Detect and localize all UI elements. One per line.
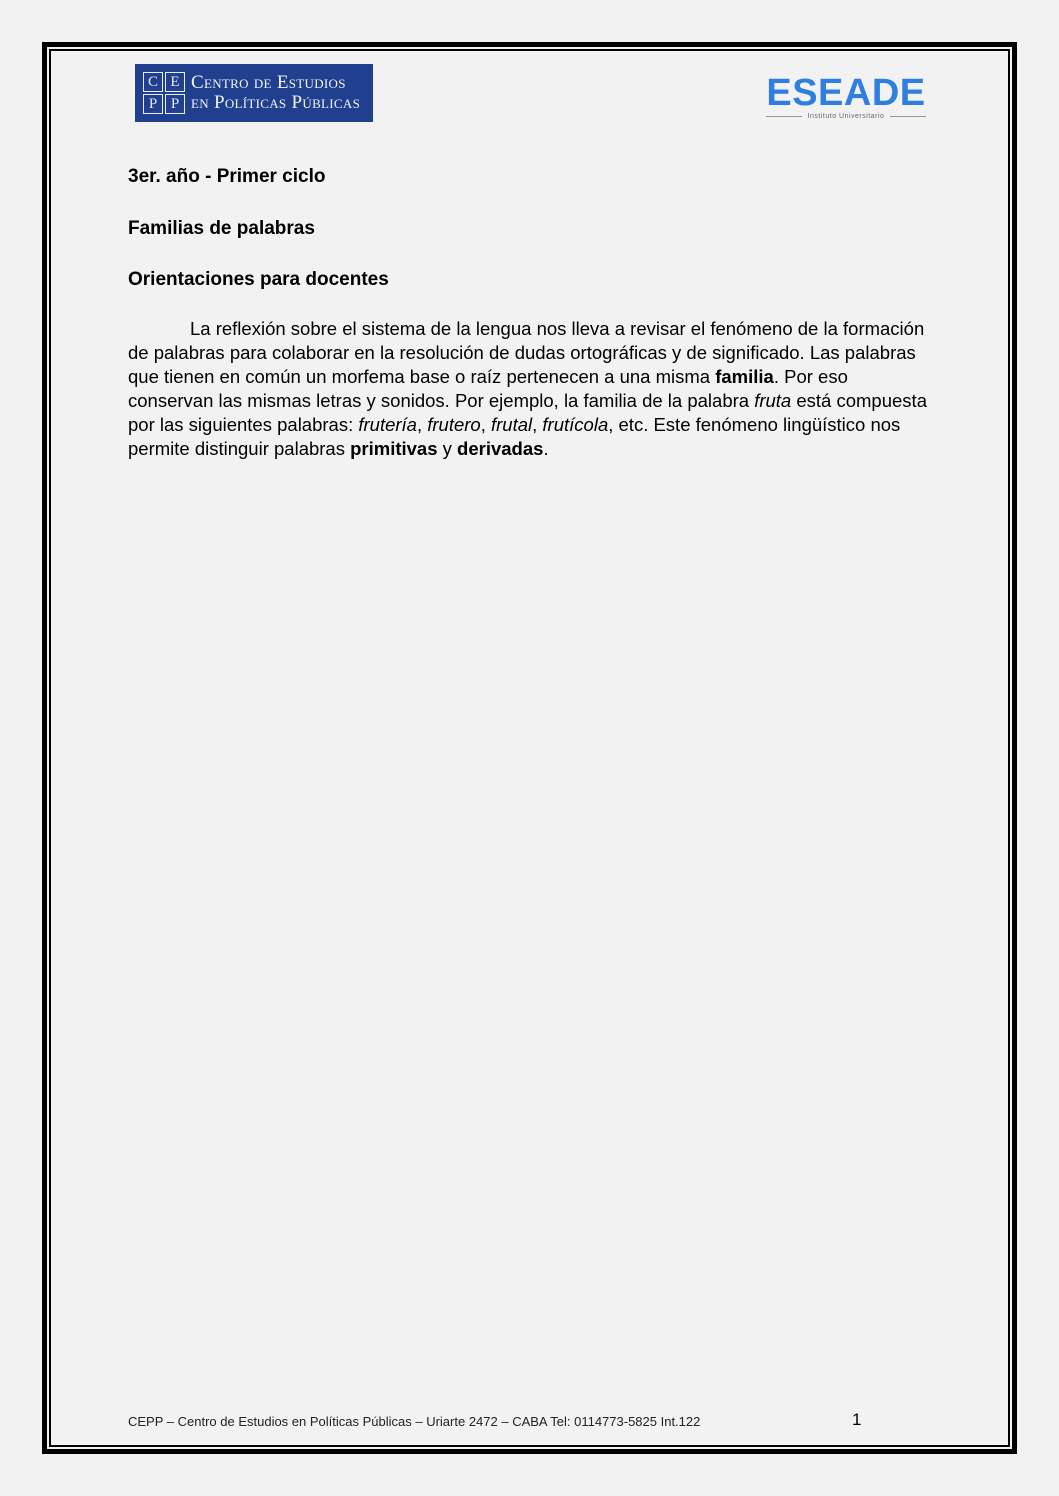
cepp-logo-line2: en Políticas Públicas [191, 92, 361, 113]
cepp-logo-letter: E [165, 72, 185, 92]
cepp-logo-letter: P [165, 94, 185, 114]
paragraph-text: , etc. Este fenómeno lingüístico nos permite distinguir palabras [128, 414, 901, 459]
grade-heading: 3er. año - Primer ciclo [128, 166, 326, 187]
body-paragraph [128, 317, 928, 461]
section-heading: Orientaciones para docentes [128, 269, 389, 290]
separator: , [416, 414, 428, 435]
eseade-logo-word: ESEADE [766, 72, 926, 114]
eseade-logo [766, 74, 926, 124]
cepp-logo-line1: Centro de Estudios [191, 72, 346, 93]
example-word: frutícola [542, 414, 609, 435]
paragraph-text: y [437, 438, 458, 459]
separator: , [480, 414, 491, 435]
divider [890, 116, 926, 117]
word-fruta: fruta [754, 390, 792, 411]
cepp-logo-grid [143, 72, 185, 114]
paragraph-text: . [543, 438, 549, 459]
cepp-logo [135, 64, 373, 122]
page-number: 1 [852, 1410, 862, 1429]
footer-text: CEPP – Centro de Estudios en Políticas Públicas – Uriarte 2472 – CABA Tel: 0114773-5825 Int.122 [128, 1414, 701, 1429]
paragraph-text: La reflexión sobre el sistema de la lengua nos lleva a revisar el fenómeno de la formación de palabras para colaborar en la resolución de dudas ortográficas y de significado. Las palabras que tienen en común un morfema base o raíz pertenecen a una misma [128, 318, 925, 387]
term-familia: familia [715, 366, 774, 387]
divider [766, 116, 802, 117]
cepp-logo-text [191, 73, 360, 113]
term-derivadas: derivadas [457, 438, 544, 459]
term-primitivas: primitivas [350, 438, 438, 459]
paragraph-text: está compuesta por las siguientes palabras: [128, 390, 927, 435]
eseade-logo-subtitle-row [766, 113, 926, 120]
example-word: frutal [491, 414, 533, 435]
page-border-inner [49, 49, 1010, 1447]
paragraph-text: . Por eso conservan las mismas letras y sonidos. Por ejemplo, la familia de la palabra [128, 366, 848, 411]
example-word: frutero [427, 414, 481, 435]
cepp-logo-letter: P [143, 94, 163, 114]
separator: , [532, 414, 543, 435]
eseade-logo-subtitle: Instituto Universitario [807, 113, 885, 120]
example-word: frutería [358, 414, 417, 435]
cepp-logo-letter: C [143, 72, 163, 92]
topic-heading: Familias de palabras [128, 218, 315, 239]
